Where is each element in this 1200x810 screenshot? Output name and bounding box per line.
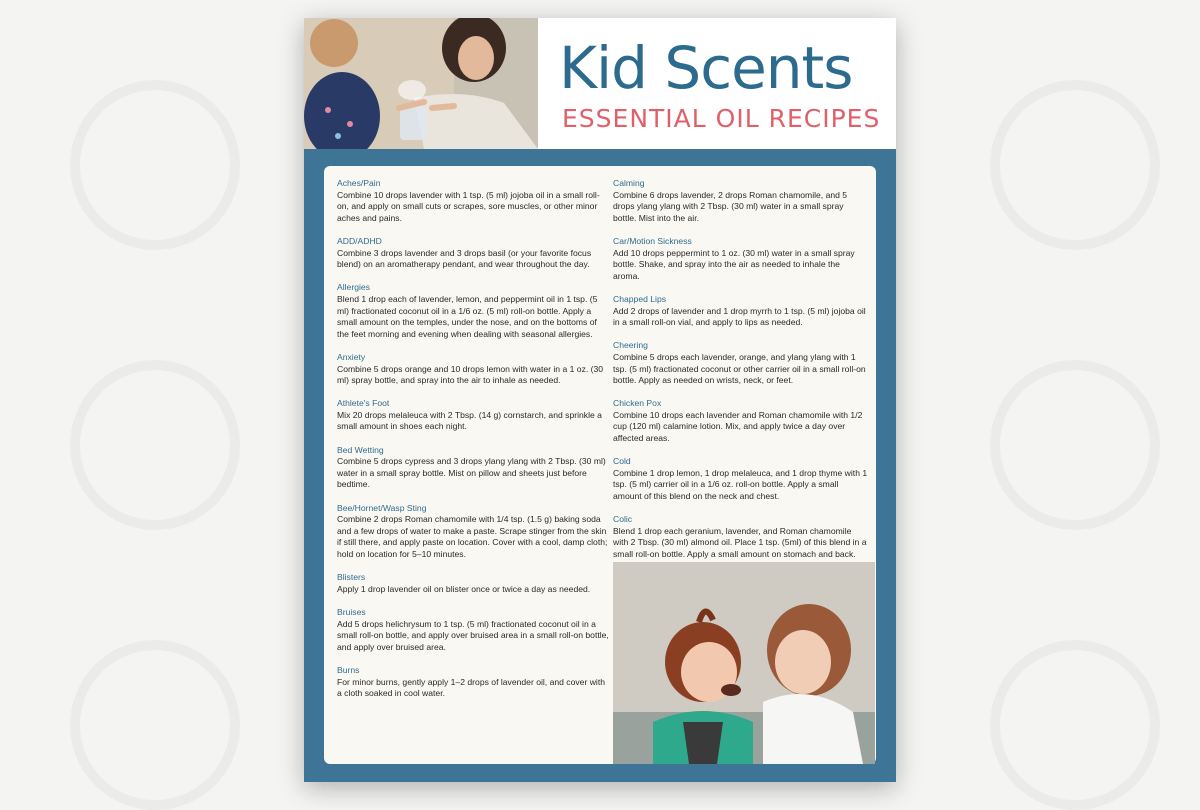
recipe-item bbox=[337, 445, 609, 491]
recipe-item bbox=[613, 178, 868, 224]
recipe-title: Burns bbox=[337, 664, 360, 675]
recipe-title: Cold bbox=[613, 456, 631, 467]
recipe-text: Blend 1 drop each of lavender, lemon, and peppermint oil in 1 tsp. (5 ml) fractionated coconut oil in a 1/6 oz. (5 ml) roll-on bottle. Apply a small amount on the temples, under the nose, and on the bottoms of the feet morning and evening when dealing with seasonal allergies. bbox=[337, 293, 598, 339]
background-watermark bbox=[990, 360, 1160, 530]
recipe-item bbox=[337, 607, 609, 653]
children-sharing-photo-illustration bbox=[613, 562, 875, 764]
recipe-item bbox=[337, 178, 609, 224]
recipe-title: Allergies bbox=[337, 282, 370, 293]
recipe-text: Add 5 drops helichrysum to 1 tsp. (5 ml) fractionated coconut oil in a small roll-on bottle, and apply over bruised area in a small roll-on bottle, and apply over bruised area. bbox=[337, 618, 609, 652]
background-watermark bbox=[70, 640, 240, 810]
recipe-item bbox=[337, 398, 609, 433]
recipe-title: Bruises bbox=[337, 606, 366, 617]
recipe-text: Add 2 drops of lavender and 1 drop myrrh to 1 tsp. (5 ml) jojoba oil in a small roll-on vial, and apply to lips as needed. bbox=[613, 305, 866, 328]
recipe-title: Chapped Lips bbox=[613, 293, 667, 304]
recipe-title: Blisters bbox=[337, 572, 366, 583]
recipe-text: Combine 5 drops each lavender, orange, and ylang ylang with 1 tsp. (5 ml) fractionated coconut or other carrier oil in a small roll-on bottle. Apply as needed on wrists, neck, or feet. bbox=[613, 351, 866, 386]
recipe-text: For minor burns, gently apply 1–2 drops of lavender oil, and cover with a cloth soaked in cool water. bbox=[337, 676, 605, 699]
recipe-item bbox=[613, 456, 868, 502]
recipe-title: Bee/Hornet/Wasp Sting bbox=[337, 502, 427, 513]
recipe-title: Chicken Pox bbox=[613, 398, 662, 409]
recipe-item bbox=[337, 282, 609, 340]
recipe-title: Calming bbox=[613, 178, 645, 188]
recipe-text: Add 10 drops peppermint to 1 oz. (30 ml) water in a small spray bottle. Shake, and spray into the air as needed to inhale the aroma. bbox=[613, 247, 855, 281]
recipe-item bbox=[613, 340, 868, 386]
recipe-title: Car/Motion Sickness bbox=[613, 235, 692, 246]
recipes-left-column bbox=[337, 178, 609, 711]
page-title: Kid Scents bbox=[559, 34, 853, 102]
recipe-item bbox=[337, 503, 609, 561]
recipe-item bbox=[337, 236, 609, 271]
recipe-item bbox=[613, 236, 868, 282]
recipe-title: Bed Wetting bbox=[337, 444, 384, 455]
recipe-title: Aches/Pain bbox=[337, 178, 381, 188]
background-watermark bbox=[990, 80, 1160, 250]
recipe-title: Anxiety bbox=[337, 351, 366, 362]
recipes-panel bbox=[324, 166, 876, 764]
recipe-title: ADD/ADHD bbox=[337, 235, 382, 246]
children-photo bbox=[613, 562, 875, 764]
recipe-item bbox=[337, 665, 609, 700]
recipe-title: Cheering bbox=[613, 340, 648, 351]
recipe-text: Combine 5 drops cypress and 3 drops ylang ylang with 2 Tbsp. (30 ml) water in a small spray bottle. Mist on pillow and sheets just before bedtime. bbox=[337, 456, 606, 490]
recipe-item bbox=[337, 572, 609, 595]
background-watermark bbox=[70, 360, 240, 530]
background-watermark bbox=[990, 640, 1160, 810]
recipe-text: Combine 10 drops each lavender and Roman chamomile with 1/2 cup (120 ml) calamine lotion. Mix, and apply twice a day over affected areas. bbox=[613, 409, 863, 444]
recipe-text: Mix 20 drops melaleuca with 2 Tbsp. (14 g) cornstarch, and sprinkle a small amount in shoes each night. bbox=[337, 409, 602, 432]
recipe-text: Apply 1 drop lavender oil on blister once or twice a day as needed. bbox=[337, 583, 591, 594]
mother-child-photo-illustration bbox=[304, 18, 538, 149]
recipe-text: Combine 3 drops lavender and 3 drops basil (or your favorite focus blend) on an aromatherapy pendant, and wear throughout the day. bbox=[337, 247, 592, 270]
recipe-text: Combine 6 drops lavender, 2 drops Roman chamomile, and 5 drops ylang ylang with 2 Tbsp. (30 ml) water in a small spray bottle. Mist into the air. bbox=[613, 189, 848, 223]
recipe-text: Combine 10 drops lavender with 1 tsp. (5 ml) jojoba oil in a small roll-on, and apply on small cuts or scrapes, sore muscles, or other minor aches and pains. bbox=[337, 189, 600, 223]
recipe-item bbox=[337, 352, 609, 387]
recipe-item bbox=[613, 398, 868, 444]
recipe-title: Colic bbox=[613, 514, 633, 525]
recipe-text: Combine 2 drops Roman chamomile with 1/4 tsp. (1.5 g) baking soda and a few drops of water to make a paste. Scrape stinger from the skin if still there, and apply paste on location. Cover with a cool, damp cloth; hold on location for 5–10 minutes. bbox=[337, 514, 608, 559]
recipe-sheet bbox=[304, 18, 896, 782]
recipe-title: Athlete's Foot bbox=[337, 398, 390, 409]
recipe-item bbox=[613, 294, 868, 329]
background-watermark bbox=[70, 80, 240, 250]
recipes-right-column bbox=[613, 178, 868, 572]
recipe-text: Combine 1 drop lemon, 1 drop melaleuca, and 1 drop thyme with 1 tsp. (5 ml) carrier oil in a 1/6 oz. roll-on bottle. Apply a small amount of this blend on the neck and chest. bbox=[613, 467, 868, 502]
sheet-header bbox=[304, 18, 896, 149]
recipe-text: Combine 5 drops orange and 10 drops lemon with water in a 1 oz. (30 ml) spray bottle, and spray into the air to inhale as needed. bbox=[337, 363, 604, 386]
recipe-item bbox=[613, 514, 868, 560]
recipe-text: Blend 1 drop each geranium, lavender, and Roman chamomile with 2 Tbsp. (30 ml) almond oil. Place 1 tsp. (5ml) of this blend in a small roll-on bottle. Apply a small amount on stomach and back. bbox=[613, 525, 867, 559]
header-photo bbox=[304, 18, 538, 149]
page-subtitle: ESSENTIAL OIL RECIPES bbox=[562, 104, 881, 133]
